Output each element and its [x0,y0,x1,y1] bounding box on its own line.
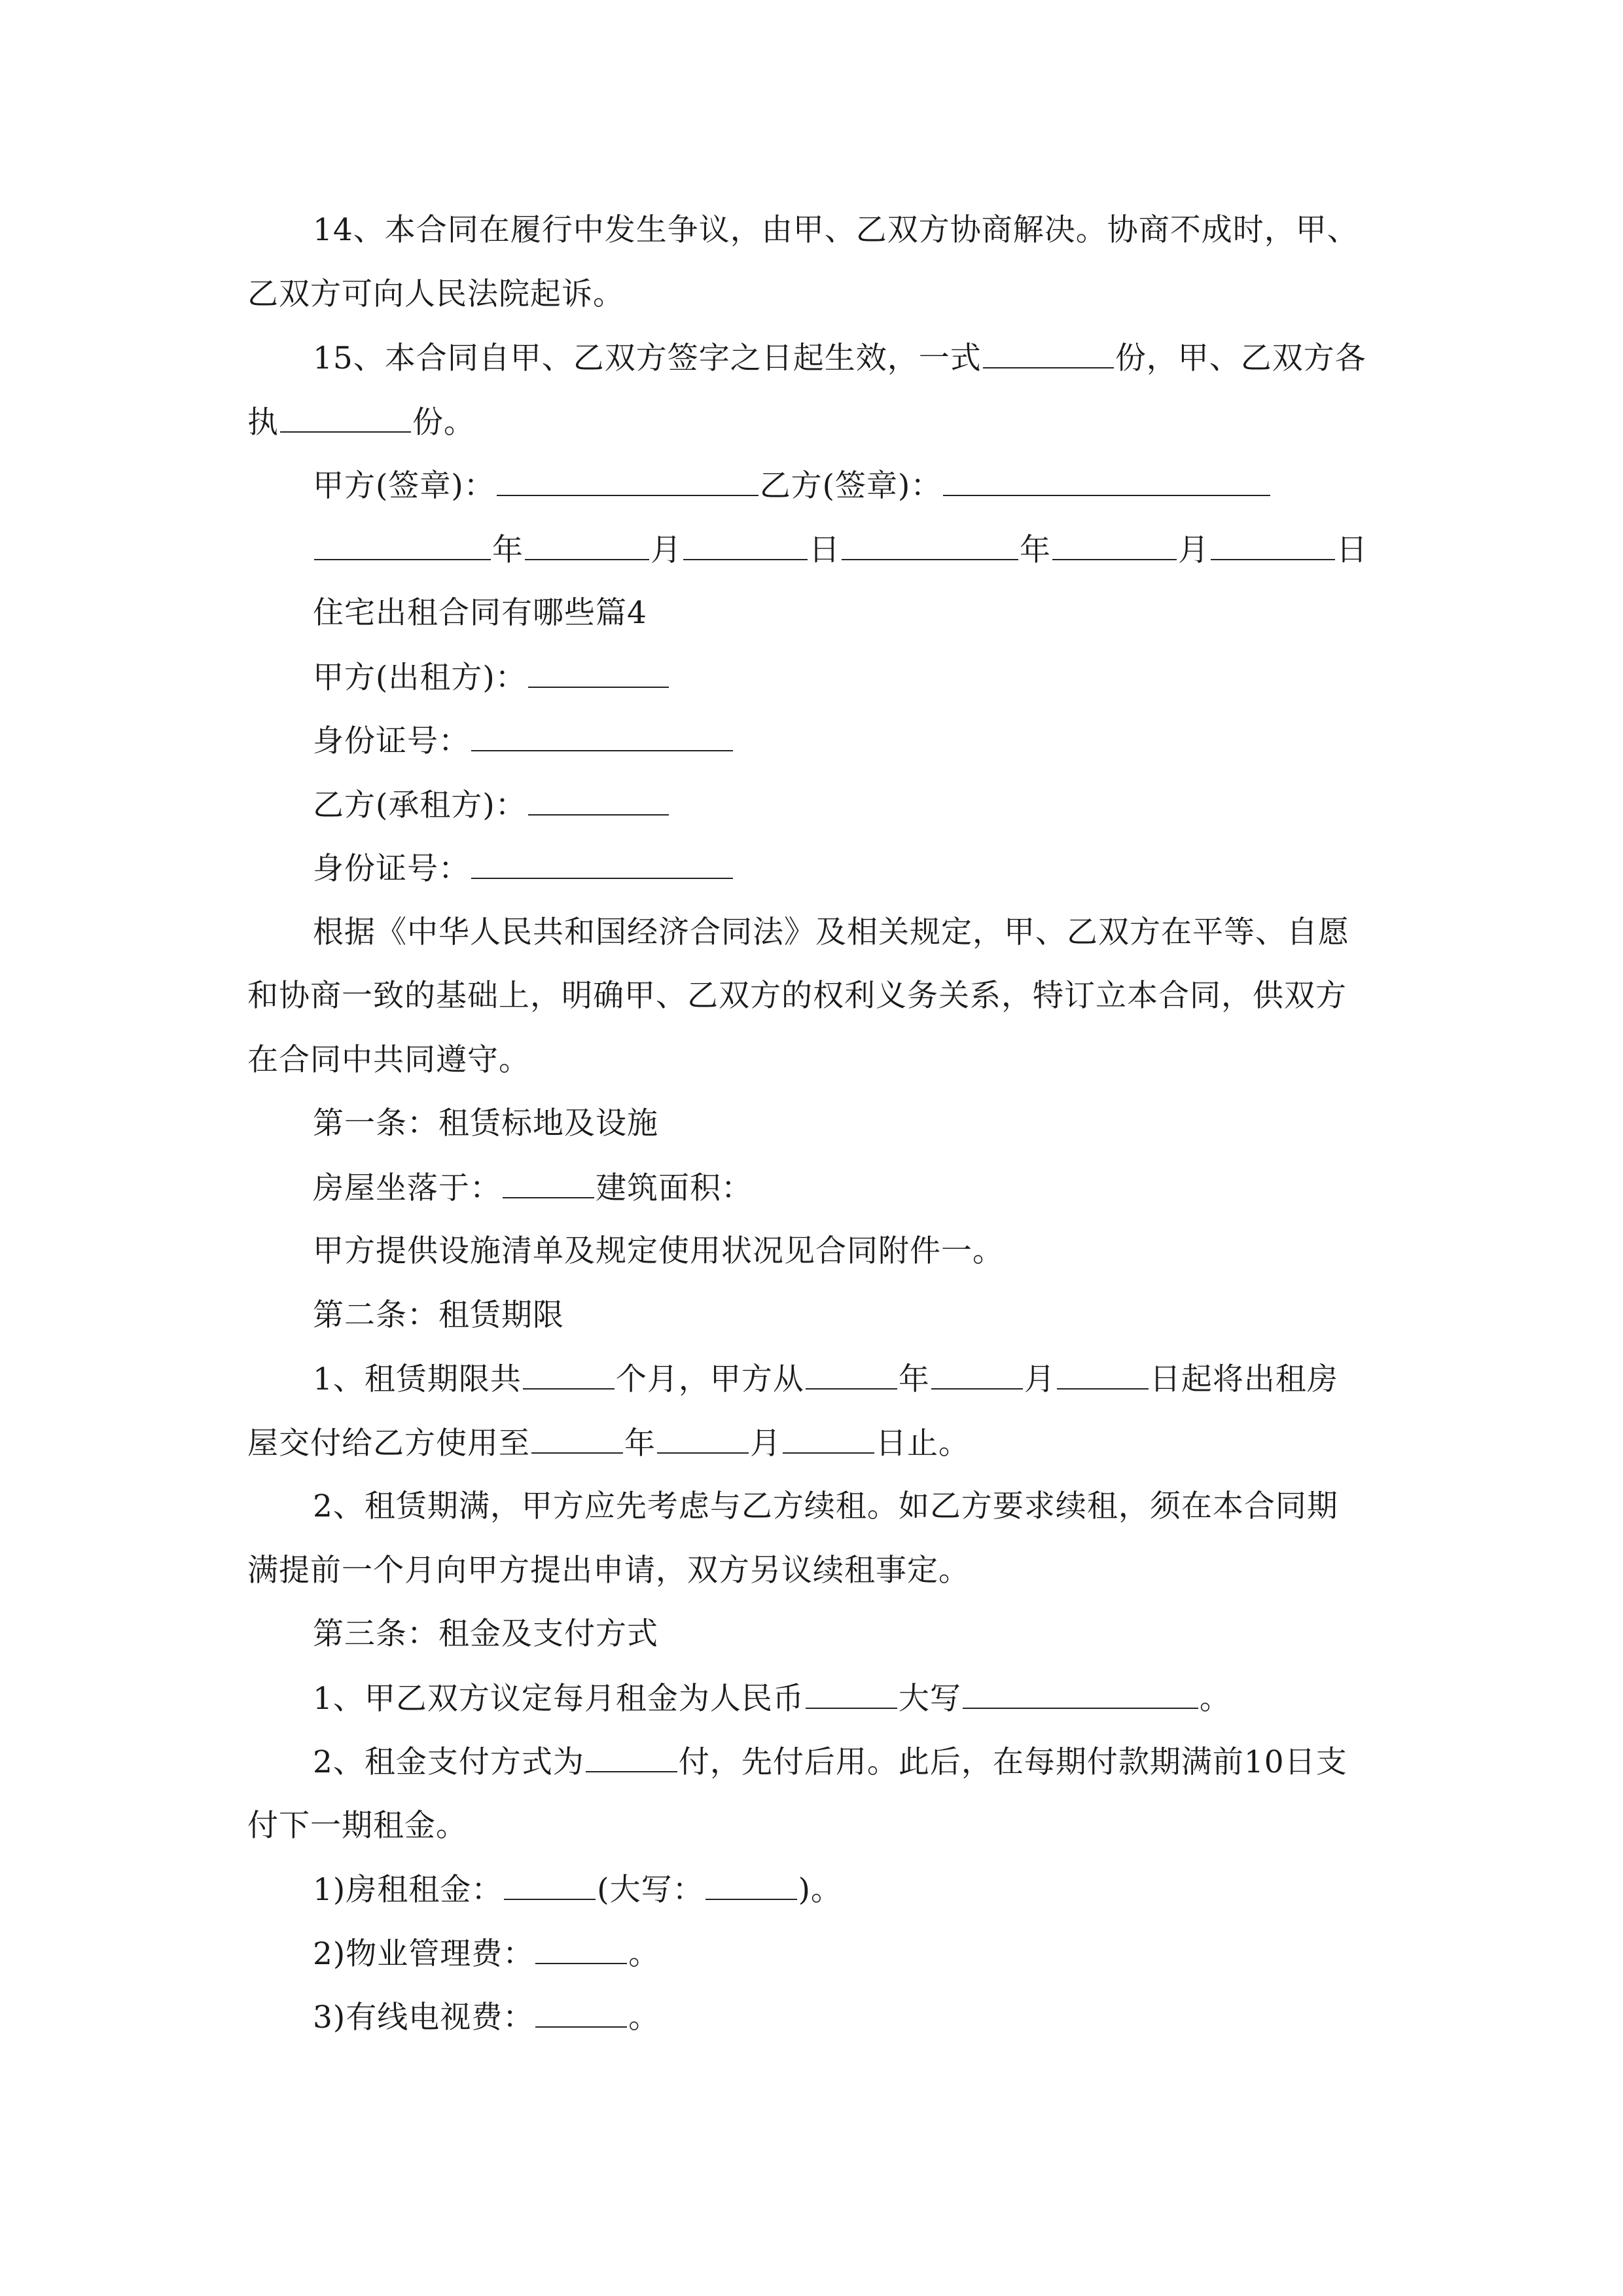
blank-copies [983,338,1114,368]
article-3-para-2-line-2 [247,1806,467,1846]
blank-start-month [931,1359,1023,1390]
text: 14、本合同在履行中发生争议，由甲、乙双方协商解决。协商不成时，甲、 [313,212,1359,248]
party-b-signature-label: 乙方(签章)： [759,468,942,504]
blank-end-year [531,1424,623,1454]
fee-rent [313,1870,842,1910]
preamble-line-2 [247,977,1347,1016]
lessor-id-line [313,721,734,761]
text: 第二条：租赁期限 [313,1297,564,1333]
text: (大写： [597,1872,704,1908]
article-1-title [313,1104,658,1143]
blank-rent-in-words [963,1679,1198,1709]
text: 甲方(出租方)： [313,660,527,696]
blank-party-a-signature [497,466,758,496]
text: 屋交付给乙方使用至 [247,1426,530,1462]
text: 1、租赁期限共 [313,1361,522,1397]
text: 和协商一致的基础上，明确甲、乙双方的权利义务关系，特订立本合同，供双方 [247,978,1347,1014]
article-2-para-2-line-2 [247,1551,970,1590]
blank-fee-rent-words [705,1870,797,1900]
blank-start-day [1057,1359,1149,1390]
text: 第一条：租赁标地及设施 [313,1105,658,1141]
blank-location [503,1168,594,1198]
text: 大写 [898,1681,961,1717]
text: 。 [628,1936,660,1972]
blank-lessor [528,658,669,688]
clause-14-line-1 [313,211,1359,250]
blank-lessee-id [471,849,733,879]
text: 建筑面积： [596,1170,753,1206]
blank-lessee [528,785,669,816]
preamble-line-3 [247,1041,530,1080]
article-2-para-1-line-2 [247,1424,970,1463]
article-2-para-1-line-1 [313,1359,1338,1399]
text: 付，先付后用。此后，在每期付款期满前10日支 [678,1744,1347,1780]
text: )。 [798,1872,842,1908]
text: 日起将出租房 [1149,1361,1338,1397]
clause-15-line-1 [313,338,1366,378]
text: 身份证号： [313,851,470,887]
fee-property [313,1934,660,1974]
text: 1)房租租金： [313,1872,503,1908]
blank-year-a [314,530,491,560]
text: 月 [1178,532,1209,568]
blank-copies-each [280,403,411,433]
clause-14-line-2 [247,275,624,314]
text: 份。 [412,404,475,440]
text: 月 [651,532,682,568]
text: 15、本合同自甲、乙双方签字之日起生效，一式 [313,340,982,376]
party-a-signature-label: 甲方(签章)： [313,468,495,504]
blank-lessor-id [471,721,733,751]
text: 。 [628,2000,660,2036]
text: 。 [1199,1681,1231,1717]
text: 付下一期租金。 [247,1808,467,1844]
text: 日 [809,532,840,568]
text: 乙方(承租方)： [313,787,527,823]
article-3-para-2-line-1 [313,1742,1347,1782]
text: 住宅出租合同有哪些篇4 [313,595,647,631]
article-3-title [313,1615,658,1654]
fee-cable-tv [313,1998,660,2037]
text: 房屋坐落于： [313,1170,501,1206]
clause-15-line-2 [247,403,475,442]
blank-rent-amount [806,1679,897,1709]
blank-party-b-signature [943,466,1270,496]
blank-end-month [657,1424,749,1454]
text: 身份证号： [313,723,470,759]
text: 乙双方可向人民法院起诉。 [247,276,624,312]
text: 第三条：租金及支付方式 [313,1616,658,1652]
blank-month-a [525,530,649,560]
text: 年 [492,532,524,568]
text: 月 [750,1426,781,1462]
section-title [313,594,647,633]
article-2-para-2-line-1 [313,1487,1338,1526]
blank-year-b [842,530,1018,560]
text: 年 [624,1426,656,1462]
blank-months [523,1359,615,1390]
text: 满提前一个月向甲方提出申请，双方另议续租事定。 [247,1552,970,1588]
blank-end-day [783,1424,874,1454]
text: 日止。 [876,1426,970,1462]
preamble-line-1 [313,913,1349,952]
article-2-title [313,1296,564,1335]
article-3-para-1 [313,1679,1231,1719]
blank-fee-rent [504,1870,596,1900]
text: 2)物业管理费： [313,1936,535,1972]
lessee-line [313,785,670,825]
lessee-id-line [313,849,734,889]
text: 甲方提供设施清单及规定使用状况见合同附件一。 [313,1233,1004,1269]
lessor-line [313,658,670,698]
text: 根据《中华人民共和国经济合同法》及相关规定，甲、乙双方在平等、自愿 [313,914,1349,950]
text: 2、租金支付方式为 [313,1744,584,1780]
text: 执 [247,404,279,440]
blank-payment-method [586,1742,677,1772]
article-1-location [313,1168,753,1208]
text: 月 [1024,1361,1056,1397]
text: 3)有线电视费： [313,2000,535,2036]
article-1-facilities [313,1232,1004,1271]
text: 份，甲、乙双方各 [1115,340,1366,376]
blank-day-b [1211,530,1335,560]
text: 年 [898,1361,930,1397]
text: 在合同中共同遵守。 [247,1042,530,1078]
text: 1、甲乙双方议定每月租金为人民币 [313,1681,804,1717]
blank-fee-cable-tv [535,1998,627,2028]
blank-fee-property [535,1934,627,1964]
text: 2、租赁期满，甲方应先考虑与乙方续租。如乙方要求续租，须在本合同期 [313,1488,1338,1524]
text: 个月，甲方从 [615,1361,804,1397]
blank-day-a [683,530,808,560]
text: 年 [1020,532,1051,568]
text: 日 [1336,532,1368,568]
date-line [313,530,1368,570]
blank-month-b [1052,530,1177,560]
blank-start-year [806,1359,897,1390]
signature-line [313,466,1272,506]
